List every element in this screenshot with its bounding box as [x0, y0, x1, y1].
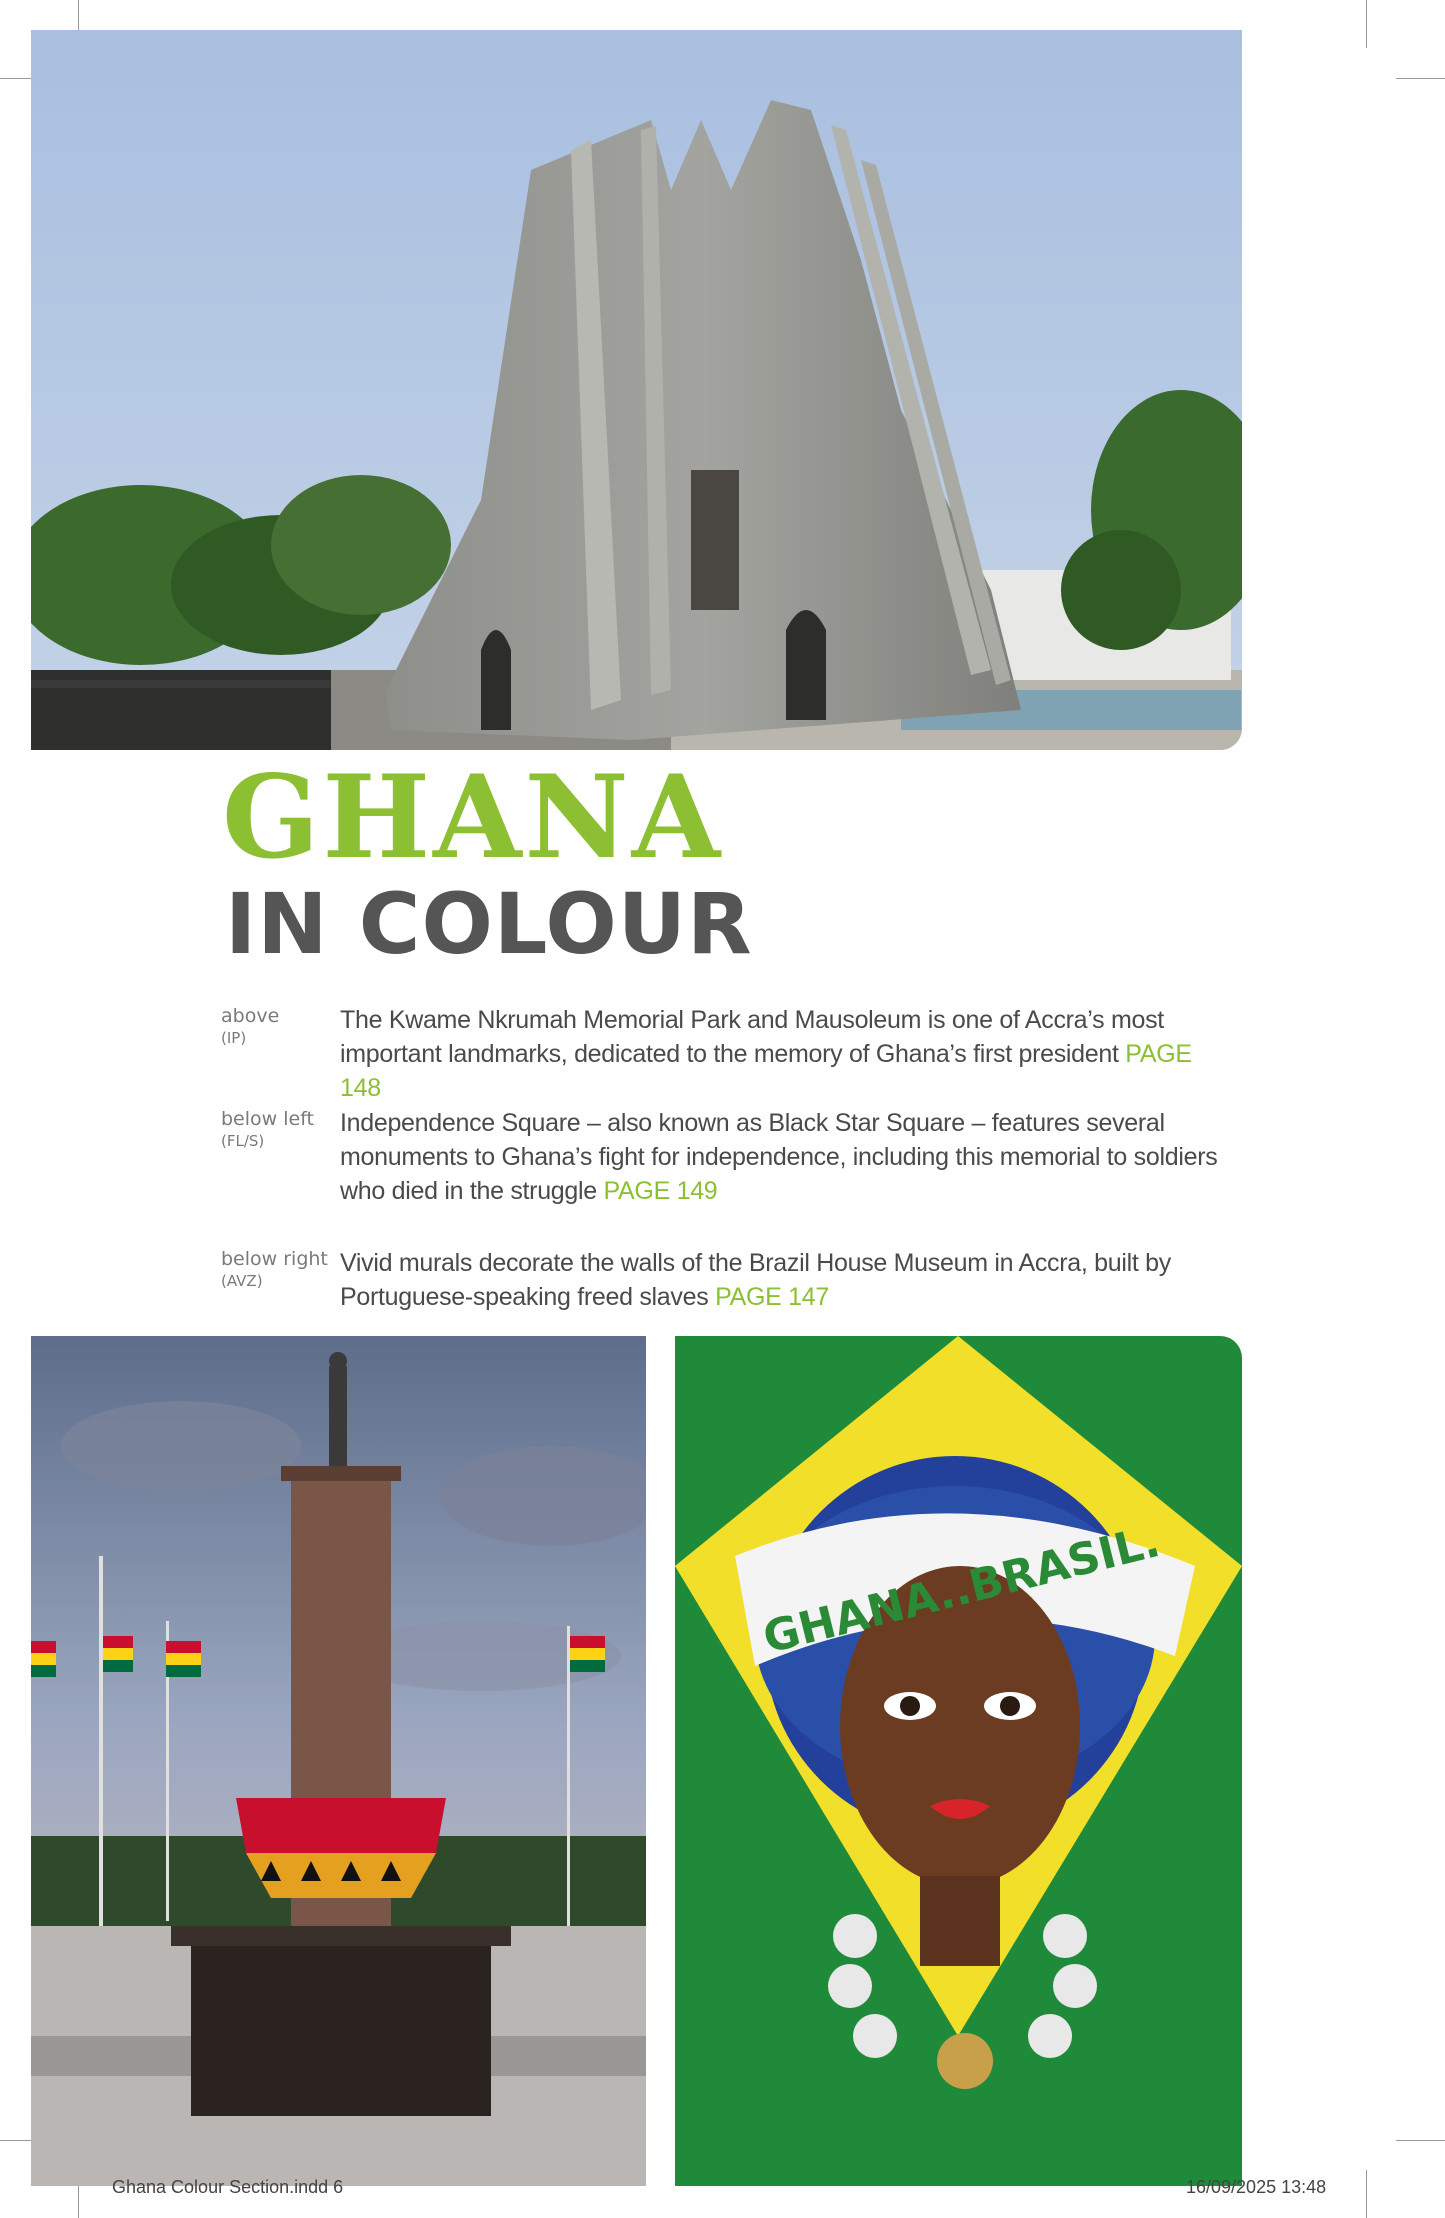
caption-position-label: below left: [221, 1108, 315, 1130]
caption-text: [340, 1106, 1230, 1208]
crop-mark: [1396, 2140, 1445, 2141]
caption-body: Independence Square – also known as Black Star Square – features several monuments to Ghana’s fight for independence, including this memorial to soldiers who died in the struggle: [340, 1109, 1218, 1205]
caption-position-label: below right: [221, 1248, 328, 1270]
brazil-house-mural-photo: [675, 1336, 1242, 2186]
caption-text: [340, 1003, 1230, 1105]
caption-text: [340, 1246, 1230, 1314]
caption-body: The Kwame Nkrumah Memorial Park and Mausoleum is one of Accra’s most important landmarks, dedicated to the memory of Ghana’s first president: [340, 1006, 1164, 1068]
photo-credit: (IP): [221, 1029, 247, 1047]
mural-lettering: GHANA..BRASIL.: [758, 1516, 1165, 1664]
crop-mark: [1366, 2170, 1367, 2218]
footer-filename: Ghana Colour Section.indd 6: [112, 2177, 344, 2197]
photo-credit: (FL/S): [221, 1132, 265, 1150]
caption-position: [221, 1005, 336, 1048]
independence-square-photo: [31, 1336, 646, 2186]
footer-timestamp: 16/09/2025 13:48: [1186, 2177, 1327, 2197]
caption-position: [221, 1248, 336, 1291]
caption-position: [221, 1108, 336, 1151]
photo-credit: (AVZ): [221, 1272, 263, 1290]
caption-position-label: above: [221, 1005, 280, 1027]
mausoleum-photo: [31, 30, 1242, 750]
page-title: GHANA: [222, 750, 724, 884]
crop-mark: [1396, 78, 1445, 79]
page-subtitle: IN COLOUR: [225, 875, 753, 973]
page-reference: PAGE 149: [603, 1177, 718, 1205]
caption-body: Vivid murals decorate the walls of the Brazil House Museum in Accra, built by Portuguese-speaking freed slaves: [340, 1249, 1171, 1311]
crop-mark: [1366, 0, 1367, 48]
page-reference: PAGE 148: [340, 1040, 1192, 1102]
page-reference: PAGE 147: [715, 1283, 829, 1311]
